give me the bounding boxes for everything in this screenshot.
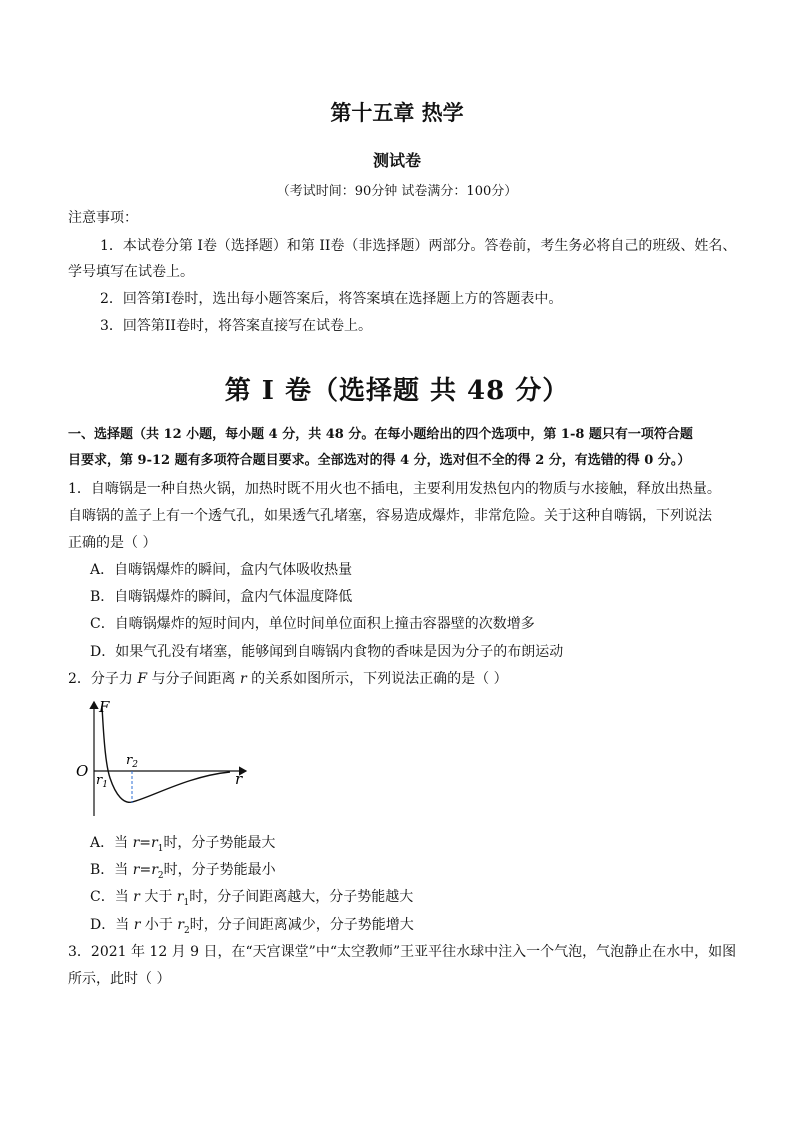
q1-option-b: B．自嗨锅爆炸的瞬间，盒内气体温度降低	[90, 589, 353, 605]
notes-item-1-line-1: 1．本试卷分第 I卷（选择题）和第 II卷（非选择题）两部分。答卷前，考生务必将自己的班级、姓名、	[100, 238, 737, 254]
q1-stem-line-1: 1．自嗨锅是一种自热火锅，加热时既不用火也不插电，主要利用发热包内的物质与水接触，释放出热量。	[68, 481, 721, 497]
notes-heading: 注意事项：	[68, 210, 138, 226]
exam-info: （考试时间：90分钟 试卷满分：100分）	[276, 184, 518, 199]
q1-option-d: D．如果气孔没有堵塞，能够闻到自嗨锅内食物的香味是因为分子的布朗运动	[90, 644, 564, 660]
q2-stem-part: 与分子间距离	[147, 671, 240, 687]
q2-option-c-var2: r	[176, 889, 184, 905]
notes-item-3: 3．回答第II卷时，将答案直接写在试卷上。	[100, 318, 372, 334]
y-axis-label: F	[99, 698, 110, 716]
q2-option-b-var2: r	[151, 862, 158, 878]
notes-item-1-line-2: 学号填写在试卷上。	[68, 264, 194, 280]
origin-label: O	[76, 762, 89, 780]
q2-option-d	[90, 915, 414, 941]
q2-option-a-sub: 1	[157, 843, 164, 854]
section-instructions-line-2: 目要求，第 9-12 题有多项符合题目要求。全部选对的得 4 分，选对但不全的得 2 分，有选错的得 0 分。）	[68, 453, 691, 468]
page-subtitle: 测试卷	[372, 151, 421, 170]
x-axis-label: r	[235, 770, 243, 788]
section-instructions-line-1: 一、选择题（共 12 小题，每小题 4 分，共 48 分。在每小题给出的四个选项中，第 1-8 题只有一项符合题	[68, 427, 693, 442]
r2-label-main: r	[126, 753, 133, 768]
q2-option-a-var2: r	[151, 835, 158, 851]
q2-stem-part: 的关系如图所示，下列说法正确的是（ ）	[246, 671, 508, 687]
q2-force-distance-figure	[70, 696, 260, 821]
q3-stem-line-1: 3．2021 年 12 月 9 日，在“天宫课堂”中“太空教师”王亚平往水球中注入一个气泡，气泡静止在水中，如图	[68, 944, 737, 960]
notes-item-2: 2．回答第I卷时，选出每小题答案后，将答案填在选择题上方的答题表中。	[100, 291, 563, 307]
q2-option-b-post: 时，分子势能最小	[163, 862, 276, 878]
q2-option-a	[90, 833, 275, 859]
force-curve	[102, 706, 230, 802]
q2-option-c-pre: C．当	[90, 889, 134, 905]
q2-stem-var-r: r	[239, 671, 247, 687]
q3-stem-line-2: 所示，此时（ ）	[68, 971, 171, 987]
q2-option-b-eq: =	[139, 862, 152, 878]
q2-option-d-mid: 小于	[140, 917, 178, 933]
r1-label	[96, 773, 108, 790]
q2-option-b	[90, 860, 276, 886]
q2-option-a-eq: =	[139, 835, 151, 851]
r1-label-main: r	[96, 773, 103, 788]
q2-stem-var-f: F	[137, 671, 148, 687]
q2-option-c-sub: 1	[183, 897, 190, 908]
q1-option-c: C．自嗨锅爆炸的短时间内，单位时间单位面积上撞击容器壁的次数增多	[90, 616, 535, 632]
r2-label	[126, 753, 138, 770]
r2-label-sub: 2	[132, 760, 138, 770]
q2-option-b-sub: 2	[157, 870, 164, 881]
q2-option-c-mid: 大于	[139, 889, 177, 905]
q2-option-d-var: r	[133, 917, 141, 933]
q2-option-c-var: r	[133, 889, 140, 905]
q2-option-d-var2: r	[177, 917, 184, 933]
q2-option-d-sub: 2	[184, 925, 190, 936]
q2-option-d-pre: D．当	[90, 917, 134, 933]
r1-label-sub: 1	[102, 780, 108, 790]
q1-stem-line-2: 自嗨锅的盖子上有一个透气孔，如果透气孔堵塞，容易造成爆炸，非常危险。关于这种自嗨锅，下列说法	[68, 508, 712, 524]
q2-option-d-post: 时，分子间距离减少，分子势能增大	[189, 917, 414, 933]
page-title: 第十五章 热学	[330, 100, 464, 125]
q2-option-a-var: r	[132, 835, 140, 851]
q1-option-a: A．自嗨锅爆炸的瞬间，盒内气体吸收热量	[90, 562, 353, 578]
q2-stem	[68, 669, 508, 689]
q2-stem-part: 2．分子力	[68, 671, 138, 687]
q2-option-a-post: 时，分子势能最大	[163, 835, 276, 851]
q2-option-b-var: r	[132, 862, 140, 878]
q2-option-c-post: 时，分子间距离越大，分子势能越大	[189, 889, 414, 905]
section-heading: 第 I 卷（选择题 共 48 分）	[224, 376, 570, 406]
q2-option-c	[90, 887, 413, 913]
q2-option-a-pre: A．当	[90, 835, 133, 851]
q1-stem-line-3: 正确的是（ ）	[68, 535, 157, 551]
q2-option-b-pre: B．当	[90, 862, 133, 878]
